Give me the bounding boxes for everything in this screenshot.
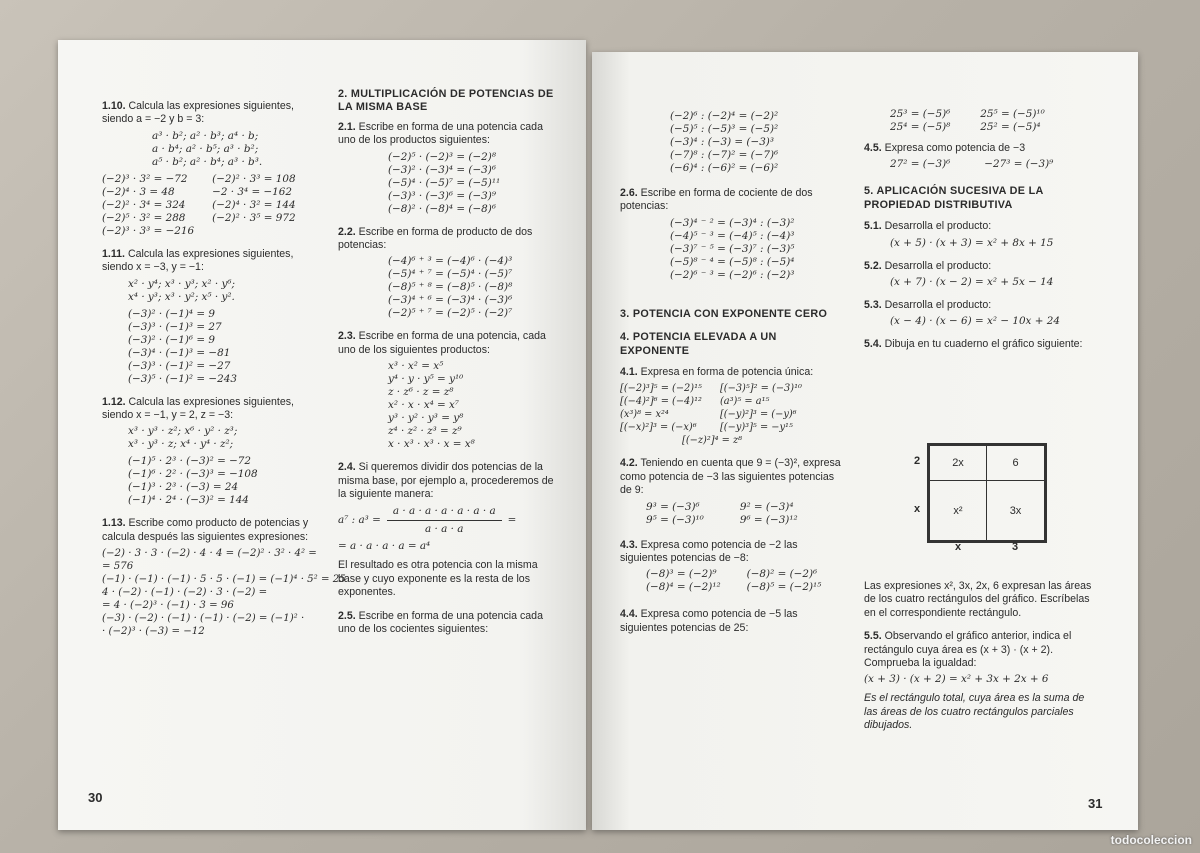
exercise-number: 5.4. [864,338,882,351]
result-line: 25⁴ = (−5)⁸ [890,121,951,133]
result-line: (−7)⁸ : (−7)² = (−7)⁶ [670,149,779,161]
exercise-text: Expresa en forma de potencia única: [640,366,814,379]
expression-list [102,278,320,304]
exercise-2-4 [338,461,560,501]
left-column-1 [102,100,346,638]
exercise-text: Observando el gráfico anterior, indica el rectángulo cuya área es (x + 3) · (x + 2). Comprueba la igualdad: [864,630,1072,670]
result-line: (−2)⁵ · (−2)³ = (−2)⁸ [388,150,496,163]
result-line: (−3)³ · (−1)² = −27 [128,359,231,372]
exercise-5-3 [864,299,1100,312]
exercise-text: Dibuja en tu cuaderno el gráfico siguiente: [884,338,1083,351]
exercise-5-4 [864,338,1100,351]
results-grid [864,158,1100,171]
exercise-text: Calcula las expresiones siguientes, siendo x = −1, y = 2, z = −3: [102,395,294,422]
exercise-number: 2.1. [338,120,356,133]
result-list [102,455,320,507]
expression: x² · y⁴; x³ · y³; x² · y⁶; [128,277,236,290]
result-line: 27² = (−3)⁶ [890,158,951,171]
section-heading: 4. POTENCIA ELEVADA A UN EXPONENTE [620,331,777,357]
right-column-1 [620,110,842,638]
right-page [592,52,1138,830]
results-grid [620,568,842,594]
result-line: (−2)² · 3³ = 108 [212,172,296,185]
result-line: −2 · 3⁴ = −162 [212,185,292,198]
exercise-number: 2.6. [620,187,638,199]
exercise-text: Escribe en forma de producto de dos potencias: [338,225,533,252]
result-line: · (−2)³ · (−3) = −12 [102,626,205,638]
right-column-2-lower [864,580,1100,737]
diagram-side-label: 2 [914,455,921,467]
exercise-number: 2.5. [338,609,356,622]
exercise-4-2 [620,457,842,497]
exercise-text: Desarrolla el producto: [884,299,992,312]
result-line: (−1)⁴ · 2⁴ · (−3)² = 144 [128,494,249,507]
answer-text: Es el rectángulo total, cuya área es la suma de las áreas de los cuatro rectángulos parciales dibujados. [864,692,1085,732]
result-line: = 4 · (−2)³ · (−1) · 3 = 96 [102,600,234,612]
result-line: (x + 5) · (x + 3) = x² + 8x + 15 [890,236,1054,249]
watermark-text: todocoleccion [1110,833,1192,847]
result-line: 25⁵ = (−5)¹⁰ [980,108,1045,120]
fraction-denominator: a · a · a [425,523,464,536]
result-line: [(−y)³]⁵ = −y¹⁵ [719,422,793,434]
exercise-5-1 [864,220,1100,233]
result-line: −27³ = (−3)⁹ [984,158,1054,171]
result-line: 25² = (−5)⁴ [980,121,1041,133]
figure-caption: Las expresiones x², 3x, 2x, 6 expresan las áreas de los cuatro rectángulos del gráfico. Escríbelas en el correspondiente rectángulo. [864,580,1092,619]
fraction-numerator: a · a · a · a · a · a · a [387,505,502,521]
result-line: [(−z)²]⁴ = z⁸ [682,435,743,447]
exercise-2-2 [338,226,560,253]
result-line: (−2)³ · 3² = −72 [102,172,188,185]
exercise-number: 4.2. [620,457,638,470]
expression: x³ · y³ · z; x⁴ · y⁴ · z²; [128,438,234,451]
result-line: (−6)⁴ : (−6)² = (−6)² [670,162,779,174]
results-grid [620,382,842,434]
area-cell [929,480,987,541]
expression: a · b⁴; a² · b⁵; a³ · b²; [152,142,259,155]
result-line: x³ · x² = x⁵ [388,360,444,373]
area-cell [986,445,1045,481]
expression: a³ · b²; a² · b³; a⁴ · b; [152,129,259,142]
result-line: (−3)³ · (−3)⁶ = (−3)⁹ [388,189,496,202]
area-cell [929,445,987,481]
area-cell [986,480,1045,541]
exercise-1-11 [102,248,320,275]
exercise-text: Si queremos dividir dos potencias de la misma base, por ejemplo a, procederemos de la siguiente manera: [338,461,554,501]
exercise-5-5 [864,630,1100,670]
exercise-text: Calcula las expresiones siguientes, siendo x = −3, y = −1: [102,247,294,274]
result-line: [(−4)²]⁶ = (−4)¹² [620,396,702,408]
result-line: x · x³ · x³ · x = x⁸ [388,438,475,451]
result-line: 9² = (−3)⁴ [739,500,794,513]
result-list [338,151,560,216]
exercise-text: Desarrolla el producto: [884,220,992,233]
expression-list [102,130,320,169]
result-line: (−3)² · (−1)⁴ = 9 [128,307,216,320]
result-line: (−5)⁸ ⁻ ⁴ = (−5)⁸ : (−5)⁴ [670,255,795,268]
exercise-text: Escribe en forma de una potencia cada uno de los productos siguientes: [338,120,543,147]
exercise-4-3 [620,539,842,566]
results-grid [102,173,320,238]
result-line: y⁴ · y · y⁵ = y¹⁰ [388,373,464,386]
exercise-number: 1.11. [102,247,125,260]
result-line: 9⁶ = (−3)¹² [739,513,798,526]
result-line: (−5)⁴ · (−5)⁷ = (−5)¹¹ [388,176,501,189]
page-number-right: 31 [1088,796,1103,811]
exercise-number: 2.3. [338,330,356,343]
exercise-text: Expresa como potencia de −5 las siguientes potencias de 25: [620,608,798,634]
exercise-number: 2.2. [338,225,356,238]
result-line: (−8)² = (−2)⁶ [746,568,818,581]
result-line: (−3)² · (−1)⁶ = 9 [128,333,216,346]
result-list [102,547,346,638]
result-line: x² · x · x⁴ = x⁷ [388,399,460,412]
exercise-number: 1.13. [102,517,126,530]
result-line: 4 · (−2) · (−1) · (−2) · 3 · (−2) = [102,587,268,599]
result-line: (−1)³ · 2³ · (−3) = 24 [128,481,239,494]
result-line: (−3)³ · (−1)³ = 27 [128,320,222,333]
result-line: [(−x)²]³ = (−x)⁶ [620,422,697,434]
result-line: z⁴ · z² · z³ = z⁹ [388,425,462,438]
result-line: (−2)⁴ · 3² = 144 [212,198,296,211]
left-page [58,40,586,830]
result-line: 9⁵ = (−3)¹⁰ [646,513,704,526]
expression: x³ · y³ · z²; x⁶ · y² · z³; [128,425,238,438]
result-line: (−8)³ = (−2)⁹ [646,568,717,581]
exercise-number: 4.5. [864,142,882,154]
result-line: (−8)⁵ = (−2)¹⁵ [746,581,822,594]
exercise-number: 4.1. [620,366,638,379]
result-line: (−2)⁵ · 3² = 288 [102,211,186,224]
result-line: (−1)⁶ · 2² · (−3)³ = −108 [128,468,258,481]
diagram-side-label: x [914,503,921,515]
results-grid [620,501,842,527]
explanation-text: El resultado es otra potencia con la misma base y cuyo exponente es la resta de los exponentes. [338,559,538,599]
section-heading: 5. APLICACIÓN SUCESIVA DE LA PROPIEDAD DISTRIBUTIVA [864,185,1044,211]
exercise-text: Expresa como potencia de −3 [884,142,1026,154]
section-heading: 2. MULTIPLICACIÓN DE POTENCIAS DE LA MISMA BASE [338,88,554,114]
result-line: (−4)⁶ ⁺ ³ = (−4)⁶ · (−4)³ [388,255,513,268]
exercise-5-2 [864,260,1100,273]
result-line: (−3)⁴ : (−3) = (−3)³ [670,136,775,148]
result-line: [(−y)²]³ = (−y)⁶ [719,409,797,421]
exercise-number: 4.3. [620,538,638,551]
diagram-bottom-label: 3 [1012,541,1019,553]
exercise-number: 5.1. [864,220,882,233]
result-line: (−2)³ · 3³ = −216 [102,224,195,237]
exercise-4-1 [620,366,842,379]
page-number-left: 30 [88,790,103,805]
exercise-number: 5.5. [864,630,882,643]
result-line: z · z⁶ · z = z⁸ [388,386,454,399]
result-line: (−3)⁵ · (−1)² = −243 [128,372,237,385]
result-line: 9³ = (−3)⁶ [646,500,700,513]
result-list [102,308,320,386]
result-line: (−8)² · (−8)⁴ = (−8)⁶ [388,202,496,215]
exercise-1-13 [102,517,320,544]
result-list [620,110,842,175]
right-column-2 [864,108,1100,355]
exercise-text: Escribe en forma de cociente de dos potencias: [620,187,813,213]
exercise-text: Escribe en forma de una potencia, cada uno de los siguientes productos: [338,330,546,356]
result-list [338,255,560,320]
cell-label: 6 [1012,457,1019,469]
result-line: (−5)⁴ ⁺ ⁷ = (−5)⁴ · (−5)⁷ [388,268,513,281]
result-line: (−3)⁴ ⁻ ² = (−3)⁴ : (−3)² [670,216,795,229]
result-line: [(−2)³]⁵ = (−2)¹⁵ [620,383,702,395]
exercise-text: Expresa como potencia de −2 las siguientes potencias de −8: [620,538,798,565]
expression: a⁵ · b²; a² · b⁴; a³ · b³. [152,155,263,168]
result-list [620,217,842,282]
result-list [338,360,560,451]
fraction-equals: = [507,514,517,527]
result-line: y³ · y² · y³ = y⁸ [388,412,464,425]
division-fraction [338,505,560,536]
exercise-text: Escribe como producto de potencias y calcula después las siguientes expresiones: [102,517,309,543]
exercise-number: 5.2. [864,259,882,272]
results-grid [864,108,1100,134]
result-line: (−2) · 3 · 3 · (−2) · 4 · 4 = (−2)² · 3² · 4² = [102,548,317,560]
result-line: 25³ = (−5)⁶ [890,108,951,120]
exercise-text: Escribe en forma de una potencia cada uno de los cocientes siguientes: [338,609,543,636]
exercise-number: 1.12. [102,395,126,408]
result-line: (−3) · (−2) · (−1) · (−1) · (−2) = (−1)² · [102,613,305,625]
result-line: (−2)⁴ · 3 = 48 [102,185,175,198]
result-line: (x − 4) · (x − 6) = x² − 10x + 24 [890,315,1060,328]
exercise-1-12 [102,396,320,423]
result-line: (−4)⁵ ⁻ ³ = (−4)⁵ : (−4)³ [670,229,795,242]
result-line: (x + 7) · (x − 2) = x² + 5x − 14 [890,276,1054,289]
result-line: (−2)⁶ : (−2)⁴ = (−2)² [670,110,779,122]
exercise-2-1 [338,121,560,148]
exercise-number: 1.10. [102,100,126,112]
diagram-bottom-label: x [955,541,962,553]
result-line: (−1)⁵ · 2³ · (−3)² = −72 [128,455,252,468]
exercise-text: Desarrolla el producto: [884,259,992,272]
result-line: (−1) · (−1) · (−1) · 5 · 5 · (−1) = (−1)⁴ · 5² = 25 [102,574,346,586]
cell-label: 3x [1009,504,1022,517]
result-line: (−2)⁵ ⁺ ⁷ = (−2)⁵ · (−2)⁷ [388,307,513,320]
exercise-2-6 [620,187,842,214]
result-line: (x³)⁸ = x²⁴ [620,409,669,421]
division-result: = a · a · a · a = a⁴ [338,540,431,553]
result-line: (−3)⁴ · (−1)³ = −81 [128,346,231,359]
result-line: (−2)² · 3⁵ = 972 [212,211,296,224]
exercise-text: Teniendo en cuenta que 9 = (−3)², expresa como potencia de −3 las siguientes potencias de 9: [620,457,841,497]
exercise-text: Calcula las expresiones siguientes, siendo a = −2 y b = 3: [102,100,294,126]
result-line: [(−3)⁵]² = (−3)¹⁰ [719,383,802,395]
exercise-number: 2.4. [338,461,356,474]
section-heading: 3. POTENCIA CON EXPONENTE CERO [620,307,828,320]
result-line: (−3)⁴ ⁺ ⁶ = (−3)⁴ · (−3)⁶ [388,294,513,307]
exercise-4-4 [620,608,842,635]
exercise-2-5 [338,610,560,637]
cell-label: x² [953,504,963,517]
result-line: (−2)² · 3⁴ = 324 [102,198,186,211]
result-line: (x + 3) · (x + 2) = x² + 3x + 2x + 6 [864,673,1049,686]
result-line: = 576 [102,561,134,573]
result-line: (a³)⁵ = a¹⁵ [719,396,770,408]
left-column-2 [338,88,560,640]
cell-label: 2x [952,457,964,469]
result-line: (−8)⁵ ⁺ ⁸ = (−8)⁵ · (−8)⁸ [388,281,513,294]
exercise-4-5 [864,142,1100,155]
result-line: (−3)² · (−3)⁴ = (−3)⁶ [388,163,496,176]
result-line: (−5)⁵ : (−5)³ = (−5)² [670,123,779,135]
result-line: (−3)⁷ ⁻ ⁵ = (−3)⁷ : (−3)⁵ [670,242,795,255]
exercise-1-10 [102,100,320,127]
exercise-2-3 [338,330,560,357]
exercise-number: 4.4. [620,608,638,621]
expression-list [102,425,320,451]
fraction-lhs: a⁷ : a³ = [338,514,381,527]
result-line: (−8)⁴ = (−2)¹² [646,581,721,594]
expression: x⁴ · y³; x³ · y²; x⁵ · y². [128,290,235,303]
area-diagram [927,443,1047,543]
result-line: (−2)⁶ ⁻ ³ = (−2)⁶ : (−2)³ [670,268,795,281]
exercise-number: 5.3. [864,299,882,312]
